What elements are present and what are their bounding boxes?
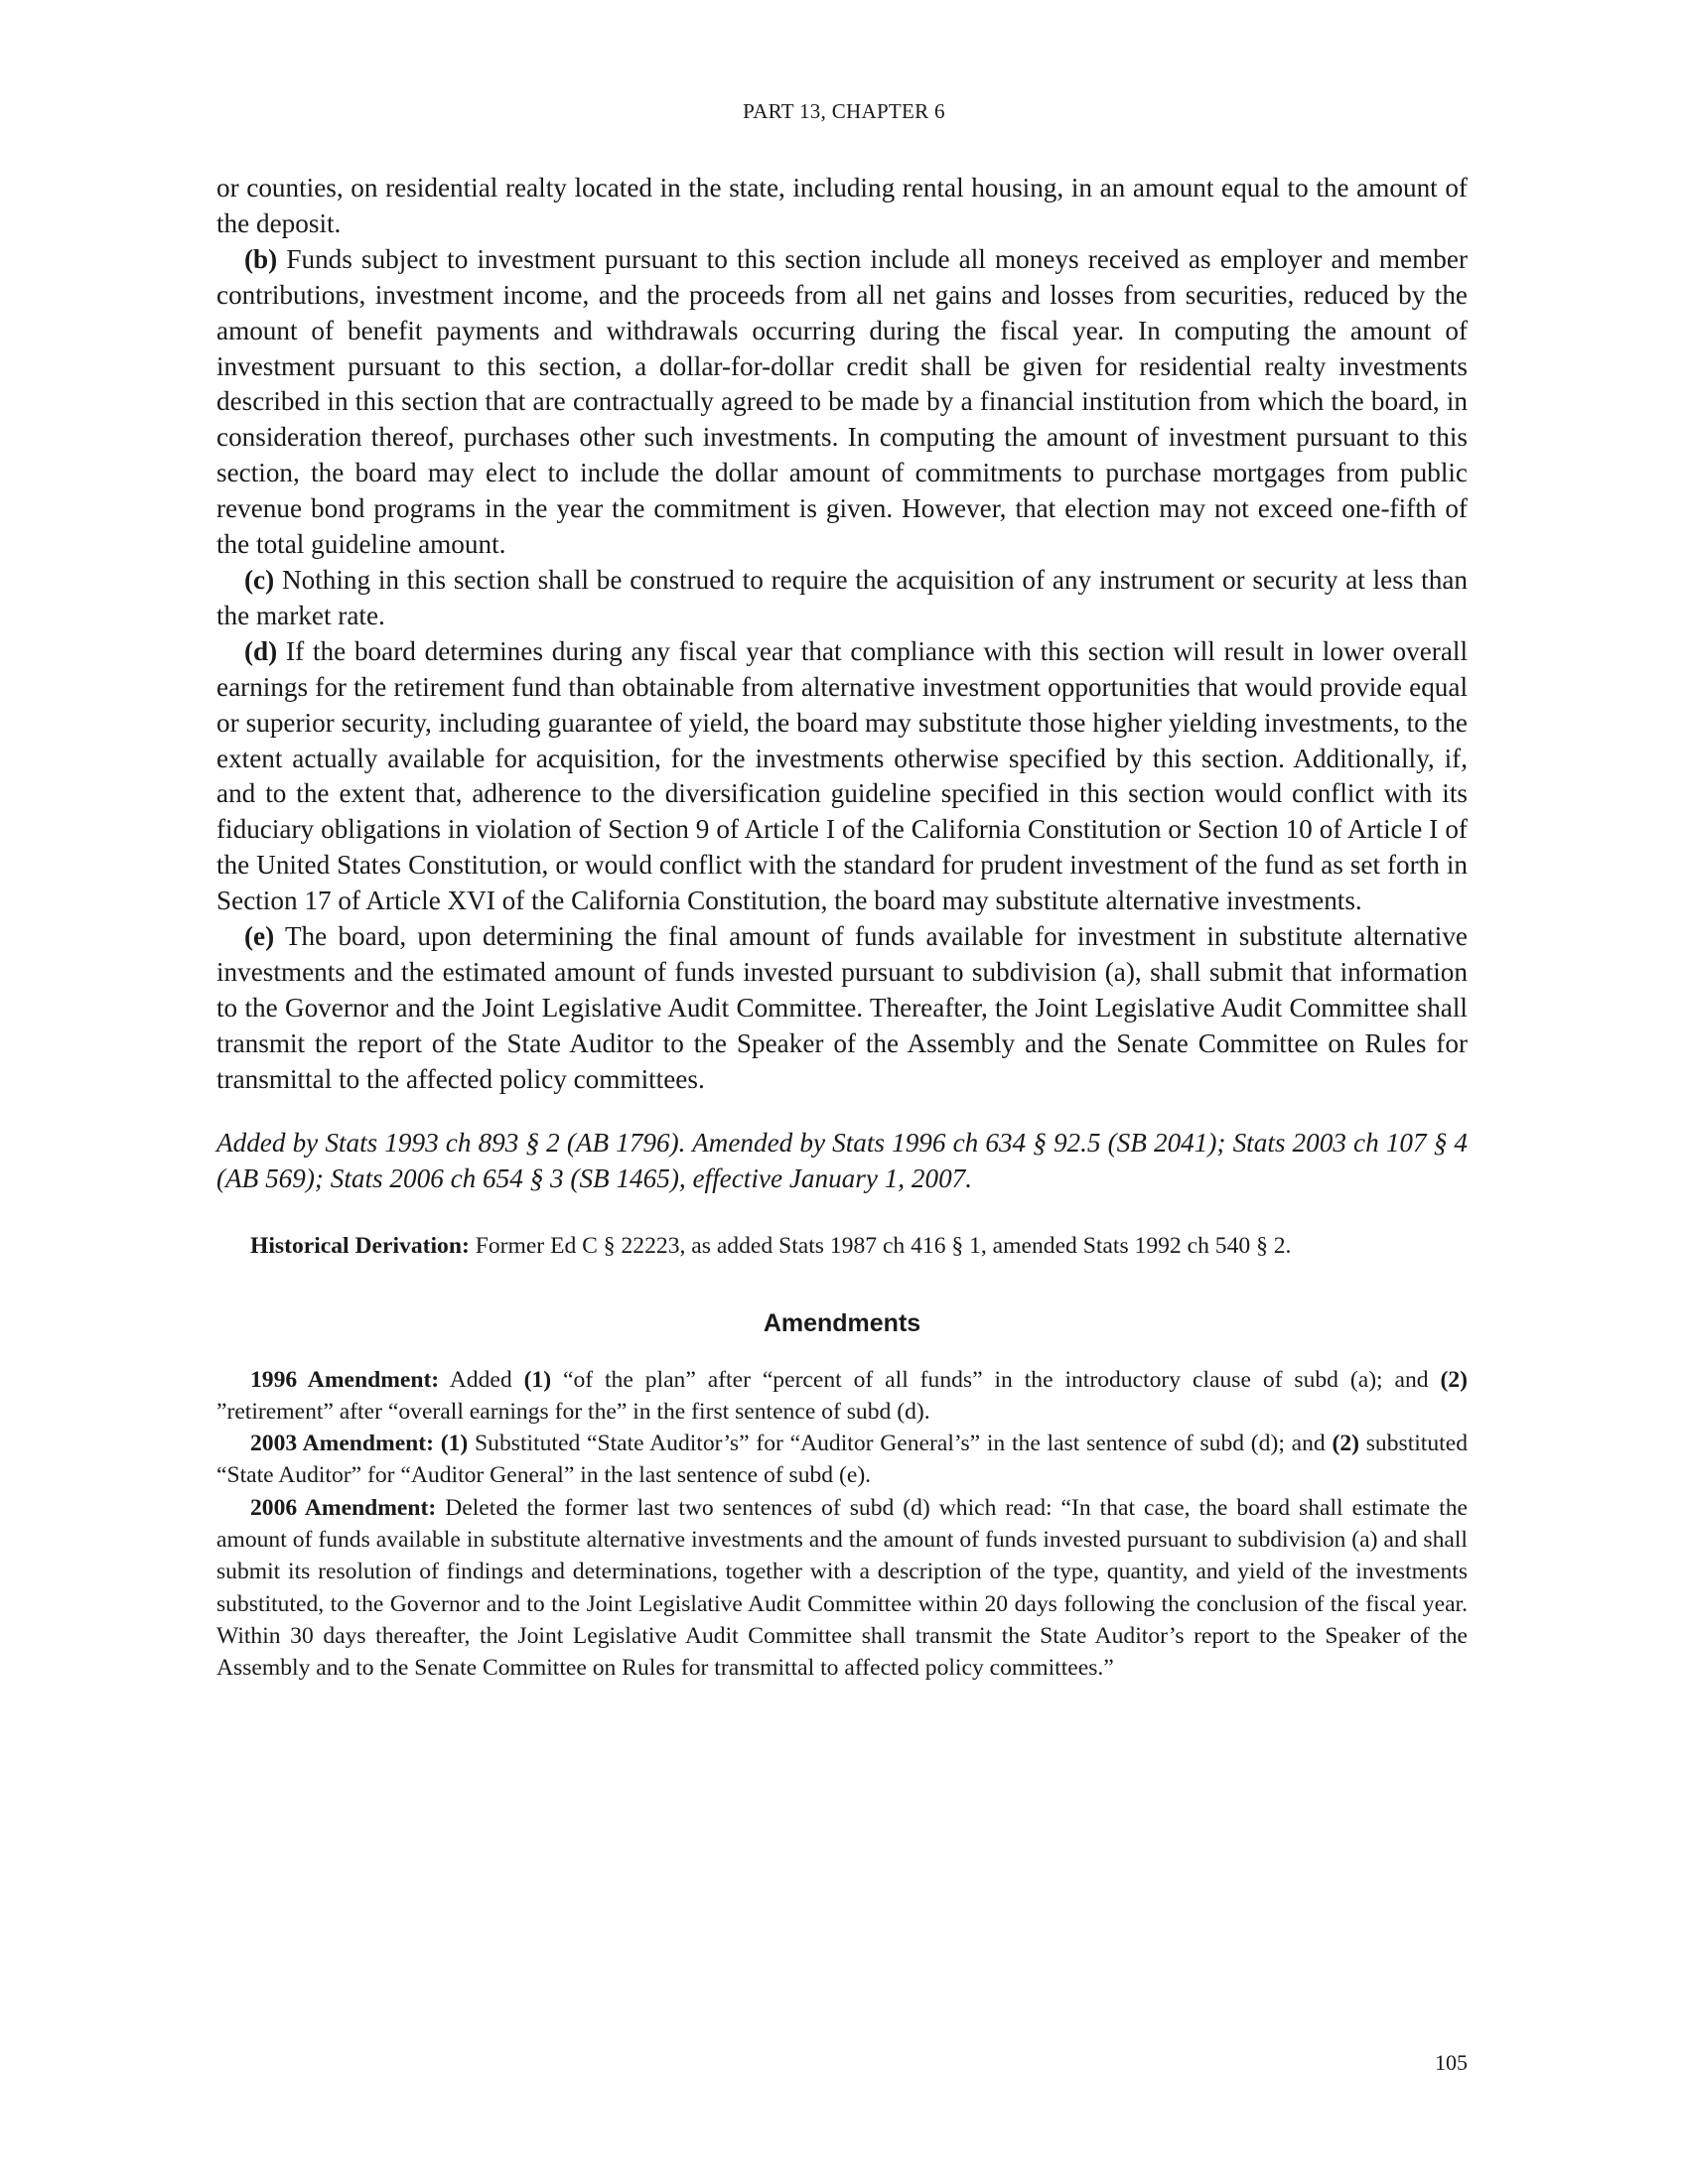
historical-derivation-text: Former Ed C § 22223, as added Stats 1987 ch 416 § 1, amended Stats 1992 ch 540 § 2. [469,1232,1292,1259]
amendment-text: “of the plan” after “percent of all funds” in the introductory clause of subd (a); and [551,1366,1441,1393]
statute-text [216,171,1468,1098]
statute-paragraph [216,242,1468,563]
paragraph-text: Nothing in this section shall be construed to require the acquisition of any instrument or security at less than the market rate. [216,564,1468,630]
statute-paragraph [216,171,1468,242]
historical-derivation-label: Historical Derivation: [250,1232,470,1259]
document-body [216,171,1468,1685]
amendments-heading: Amendments [763,1308,921,1337]
amendment-item-number: (1) [523,1366,552,1393]
amendment-text: Added [439,1366,524,1393]
amendment-note [216,1364,1468,1429]
amendment-item-number: (2) [1440,1366,1468,1393]
amendment-text: substituted “State Auditor” for “Auditor General” in the last sentence of subd (e). [216,1431,1468,1489]
paragraph-text: The board, upon determining the final amount of funds available for investment in substitute alternative investments and the estimated amount of funds invested pursuant to subdivision (a), shall submit that information to the Governor and the Joint Legislative Audit Committee. Thereafter, the Joint Legislative Audit Committee shall transmit the report of the State Auditor to the Speaker of the Assembly and the Senate Committee on Rules for transmittal to the affected policy committees. [216,921,1468,1094]
subdivision-label: (e) [244,921,275,952]
amendment-text: Deleted the former last two sentences of subd (d) which read: “In that case, the board shall estimate the amount of funds available in substitute alternative investments and the amount of funds invested pursuant to subdivision (a) and shall submit its resolution of findings and determinations, together with a description of the type, quantity, and yield of the investments substituted, to the Governor and to the Joint Legislative Audit Committee within 20 days following the conclusion of the fiscal year. Within 30 days thereafter, the Joint Legislative Audit Committee shall transmit the State Auditor’s report to the Speaker of the Assembly and to the Senate Committee on Rules for transmittal to affected policy committees.” [216,1494,1468,1682]
amendment-label: 2003 Amendment: [250,1431,435,1457]
amendment-label: 2006 Amendment: [250,1494,437,1521]
running-head: PART 13, CHAPTER 6 [743,99,945,123]
amendment-text: Substituted “State Auditor’s” for “Auditor General’s” in the last sentence of subd (d); and [468,1431,1333,1457]
amendment-note [216,1428,1468,1492]
amendment-item-number: (2) [1332,1431,1359,1457]
subdivision-label: (d) [244,635,278,666]
paragraph-text: or counties, on residential realty located in the state, including rental housing, in an amount equal to the amount of the deposit. [216,173,1468,238]
amendment-label: 1996 Amendment: [250,1366,440,1393]
historical-derivation [216,1230,1468,1262]
statute-paragraph [216,919,1468,1098]
statute-paragraph [216,563,1468,634]
amendment-item-number: (1) [440,1431,469,1457]
legislative-history-credit: Added by Stats 1993 ch 893 § 2 (AB 1796). Amended by Stats 1996 ch 634 § 92.5 (SB 2041); Stats 2003 ch 107 § 4 (AB 569); Stats 2006 ch 654 § 3 (SB 1465), effective January 1, 2007. [216,1127,1468,1193]
amendment-text: ”retirement” after “overall earnings for the” in the first sentence of subd (d). [216,1398,930,1425]
page-number: 105 [1435,2050,1468,2075]
paragraph-text: If the board determines during any fiscal year that compliance with this section will result in lower overall earnings for the retirement fund than obtainable from alternative investment opportunities that would provide equal or superior security, including guarantee of yield, the board may substitute those higher yielding investments, to the extent actually available for acquisition, for the investments otherwise specified by this section. Additionally, if, and to the extent that, adherence to the diversification guideline specified in this section would conflict with its fiduciary obligations in violation of Section 9 of Article I of the California Constitution or Section 10 of Article I of the United States Constitution, or would conflict with the standard for prudent investment of the fund as set forth in Section 17 of Article XVI of the California Constitution, the board may substitute alternative investments. [216,635,1468,916]
amendment-note [216,1492,1468,1685]
amendments-list [216,1364,1468,1685]
amendment-text [434,1431,441,1456]
statute-paragraph [216,634,1468,919]
subdivision-label: (c) [244,564,275,595]
subdivision-label: (b) [244,243,278,274]
paragraph-text: Funds subject to investment pursuant to this section include all moneys received as employer and member contributions, investment income, and the proceeds from all net gains and losses from securities, reduced by the amount of benefit payments and withdrawals occurring during the fiscal year. In computing the amount of investment pursuant to this section, a dollar-for-dollar credit shall be given for residential realty investments described in this section that are contractually agreed to be made by a financial institution from which the board, in consideration thereof, purchases other such investments. In computing the amount of investment pursuant to this section, the board may elect to include the dollar amount of commitments to purchase mortgages from public revenue bond programs in the year the commitment is given. However, that election may not exceed one-fifth of the total guideline amount. [216,243,1468,560]
